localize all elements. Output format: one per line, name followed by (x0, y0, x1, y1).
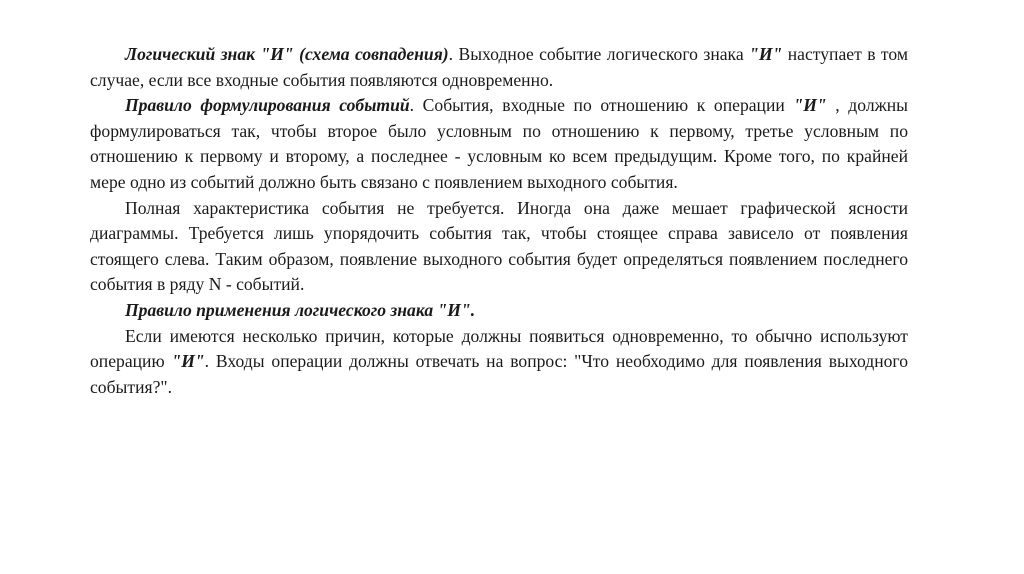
paragraph-and-usage-rule (90, 324, 908, 401)
paragraph-text: Полная характеристика события не требуется. Иногда она даже мешает графической ясности диаграммы. Требуется лишь упорядочить события так, чтобы стоящее справа зависело от появления стоящего слева. Таким образом, появление выходного события будет определяться появлением последнего события в ряду N - событий. (90, 197, 908, 295)
paragraph-and-usage-rule-heading (90, 298, 908, 324)
term-heading: Правило применения логического знака "И". (125, 299, 476, 320)
and-symbol-term: "И" (793, 95, 827, 116)
paragraph-logic-gate-and (90, 42, 908, 93)
paragraph-text: . События, входные по отношению к операции (409, 95, 794, 116)
term-heading: Логический знак "И" (схема совпадения) (125, 44, 449, 64)
paragraph-text: Если имеются несколько причин, которые должны появиться одновременно, то обычно используют операцию (90, 325, 908, 372)
and-symbol-term: "И" (749, 44, 783, 64)
paragraph-text: . Входы операции должны отвечать на вопрос: "Что необходимо для появления выходного события?". (90, 351, 908, 397)
paragraph-text: наступает в том случае, если все входные события появляются одновременно. (90, 44, 908, 90)
term-heading: Правило формулирования событий (125, 95, 410, 116)
and-symbol-term: "И" (171, 351, 205, 372)
paragraph-event-formulation-rule (90, 93, 908, 195)
paragraph-text: , должны формулироваться так, чтобы второе было условным по отношению к первому, третье условным по отношению к первому и второму, а последнее - условным ко всем предыдущим. Кроме того, по крайней мере одно из событий должно быть связано с появлением выходного события. (90, 95, 908, 192)
paragraph-text: . Выходное событие логического знака (448, 44, 750, 64)
document-body (90, 42, 908, 400)
paragraph-event-characteristic (90, 196, 908, 298)
